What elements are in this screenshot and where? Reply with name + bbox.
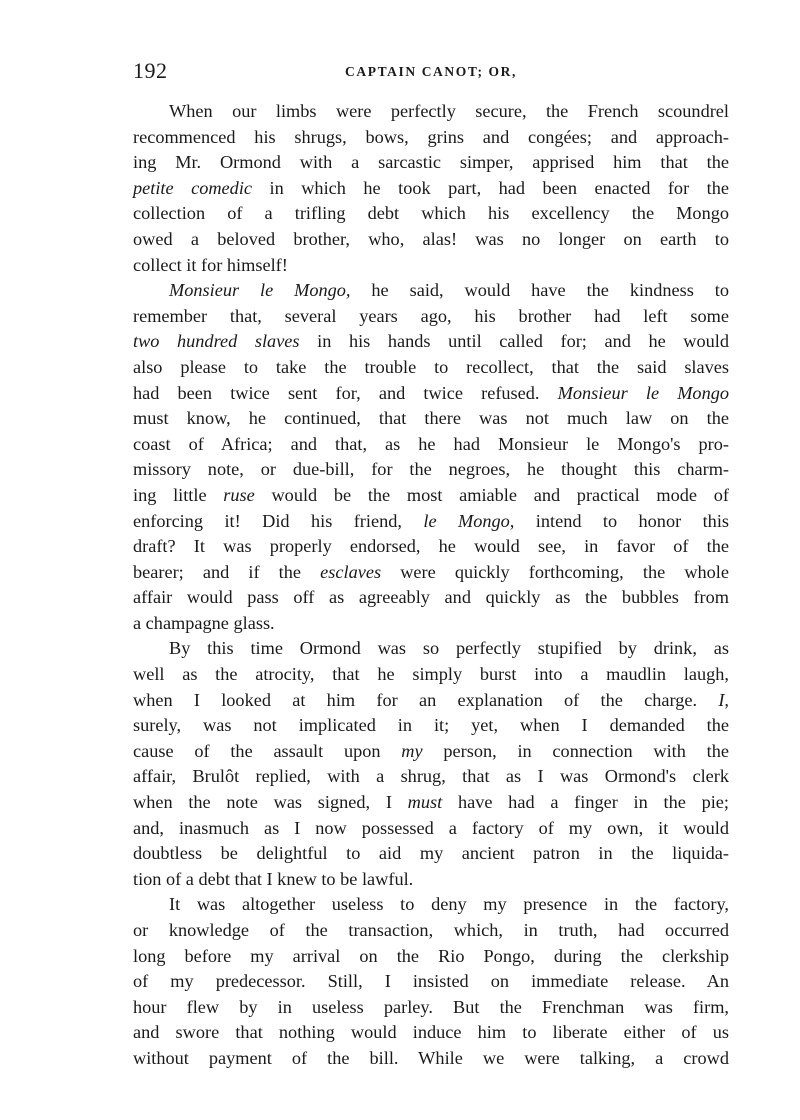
text-run: intend to honor this: [514, 510, 730, 531]
italic-text: Monsieur le Mongo,: [169, 280, 351, 301]
text-run: had been twice sent for, and twice refused.: [133, 382, 558, 403]
text-line: [133, 713, 729, 739]
text-run: tion of a debt that I knew to be lawful.: [133, 868, 414, 889]
text-run: cause of the assault upon: [133, 740, 402, 761]
text-line: [133, 432, 729, 458]
text-run: when the note was signed, I: [133, 792, 408, 813]
text-run: coast of Africa; and that, as he had Monsieur le Mongo's pro-: [133, 433, 729, 454]
text-line: [133, 739, 729, 765]
text-line: [133, 764, 729, 790]
text-run: also please to take the trouble to recollect, that the said slaves: [133, 356, 729, 377]
page-header: [133, 58, 729, 88]
text-run: and swore that nothing would induce him to liberate either of us: [133, 1022, 729, 1043]
text-line: [133, 790, 729, 816]
text-line: [133, 150, 729, 176]
text-line: [133, 329, 729, 355]
text-run: long before my arrival on the Rio Pongo, during the clerkship: [133, 945, 729, 966]
text-run: were quickly forthcoming, the whole: [381, 561, 730, 582]
text-run: of my predecessor. Still, I insisted on immediate release. An: [133, 971, 729, 992]
italic-text: esclaves: [320, 561, 382, 582]
text-run: affair would pass off as agreeably and quickly as the bubbles from: [133, 587, 729, 608]
text-line: [133, 636, 729, 662]
text-run: When our limbs were perfectly secure, the French scoundrel: [169, 101, 729, 121]
text-run: collection of a trifling debt which his excellency the Mongo: [133, 203, 729, 224]
text-line: [133, 278, 729, 304]
text-run: recommenced his shrugs, bows, grins and congées; and approach-: [133, 126, 729, 147]
text-run: remember that, several years ago, his brother had left some: [133, 305, 729, 326]
text-run: enforcing it! Did his friend,: [133, 510, 424, 531]
text-run: doubtless be delightful to aid my ancient patron in the liquida-: [133, 843, 729, 864]
text-run: bearer; and if the: [133, 561, 321, 582]
text-run: when I looked at him for an explanation of the charge.: [133, 689, 719, 710]
text-line: [133, 918, 729, 944]
italic-text: two hundred slaves: [133, 331, 300, 352]
running-head: CAPTAIN CANOT; OR,: [345, 64, 517, 79]
text-run: or knowledge of the transaction, which, in truth, had occurred: [133, 920, 729, 940]
text-line: [133, 406, 729, 432]
text-run: affair, Brulôt replied, with a shrug, that as I was Ormond's clerk: [133, 766, 729, 787]
page-number: 192: [133, 58, 168, 83]
text-run: in which he took part, had been enacted for the: [252, 177, 729, 198]
text-run: without payment of the bill. While we were talking, a crowd: [133, 1047, 729, 1068]
text-line: [133, 457, 729, 483]
text-run: ing Mr. Ormond with a sarcastic simper, apprised him that the: [133, 152, 729, 173]
text-line: [133, 176, 729, 202]
text-line: [133, 892, 729, 918]
text-line: [133, 662, 729, 688]
text-run: well as the atrocity, that he simply burst into a maudlin laugh,: [133, 664, 729, 685]
text-line: [133, 944, 729, 970]
text-line: [133, 534, 729, 560]
text-run: he said, would have the kindness to: [350, 280, 729, 301]
text-run: and, inasmuch as I now possessed a factory of my own, it would: [133, 817, 729, 838]
text-line: [133, 841, 729, 867]
text-run: would be the most amiable and practical mode of: [254, 484, 729, 505]
text-run: a champagne glass.: [133, 612, 275, 633]
text-line: [133, 483, 729, 509]
italic-text: ruse: [223, 484, 255, 505]
italic-text: I,: [718, 689, 729, 710]
text-line: [133, 1046, 729, 1072]
text-run: in his hands until called for; and he would: [299, 331, 730, 352]
text-run: person, in connection with the: [422, 740, 729, 761]
text-run: ing little: [133, 484, 224, 505]
text-run: hour flew by in useless parley. But the Frenchman was firm,: [133, 996, 729, 1017]
text-line: [133, 381, 729, 407]
text-line: [133, 688, 729, 714]
text-line: [133, 125, 729, 151]
italic-text: le Mongo,: [423, 510, 515, 531]
text-run: owed a beloved brother, who, alas! was no longer on earth to: [133, 228, 729, 249]
text-run: By this time Ormond was so perfectly stupified by drink, as: [169, 638, 729, 659]
italic-text: my: [401, 740, 423, 761]
text-line: [133, 969, 729, 995]
text-run: surely, was not implicated in it; yet, when I demanded the: [133, 715, 729, 736]
text-line: [133, 509, 729, 535]
text-line: [133, 253, 729, 279]
text-run: missory note, or due-bill, for the negroes, he thought this charm-: [133, 459, 729, 480]
text-line: [133, 816, 729, 842]
text-line: [133, 611, 729, 637]
text-run: have had a finger in the pie;: [442, 792, 729, 813]
text-line: [133, 355, 729, 381]
text-line: [133, 995, 729, 1021]
text-line: [133, 560, 729, 586]
text-run: draft? It was properly endorsed, he would see, in favor of the: [133, 536, 729, 557]
text-line: [133, 227, 729, 253]
text-line: [133, 201, 729, 227]
text-line: [133, 99, 729, 125]
text-line: [133, 304, 729, 330]
italic-text: must: [407, 792, 443, 813]
body-text: [133, 99, 729, 1072]
text-line: [133, 867, 729, 893]
italic-text: Monsieur le Mongo: [557, 382, 729, 403]
text-run: must know, he continued, that there was not much law on the: [133, 408, 729, 429]
text-line: [133, 1020, 729, 1046]
italic-text: petite comedic: [133, 177, 253, 198]
text-run: It was altogether useless to deny my presence in the factory,: [169, 894, 729, 915]
text-line: [133, 585, 729, 611]
text-run: collect it for himself!: [133, 254, 288, 275]
